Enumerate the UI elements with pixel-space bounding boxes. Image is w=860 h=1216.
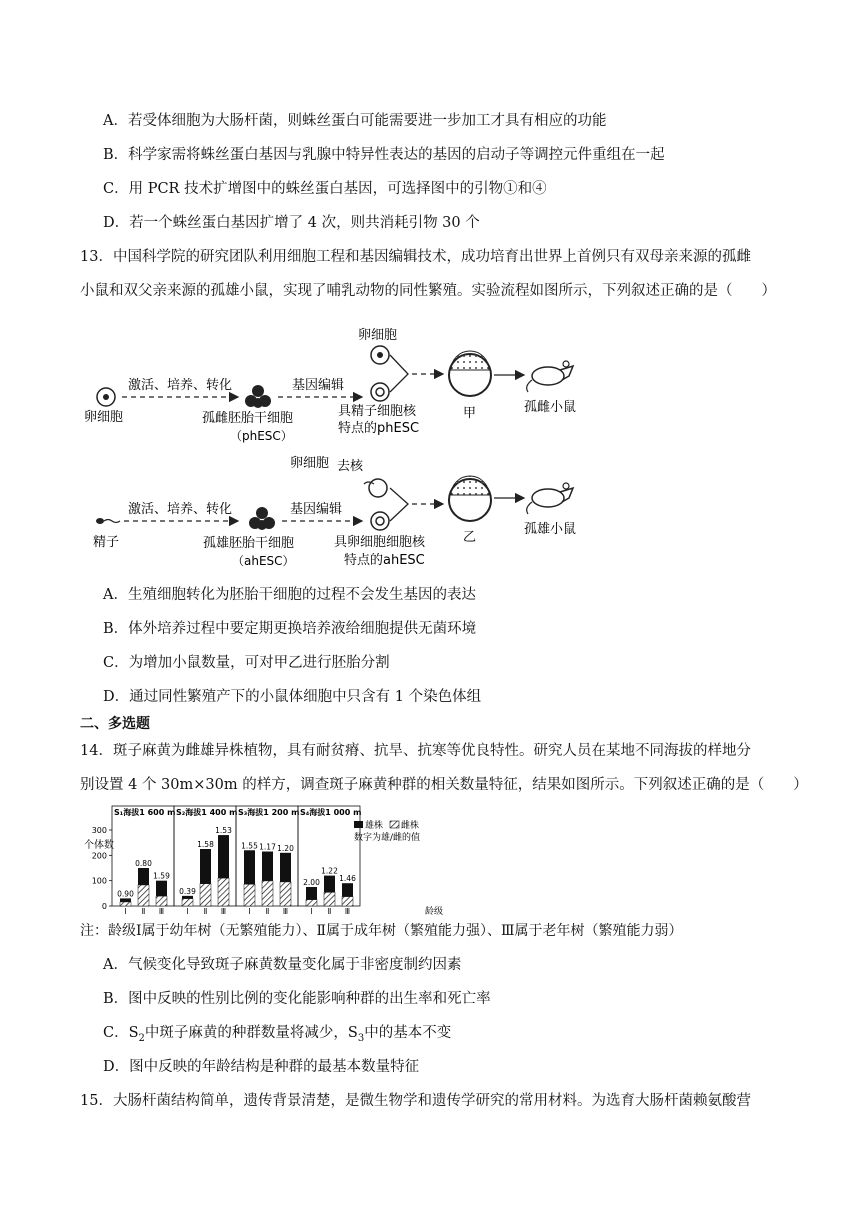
sperm-icon: [96, 518, 120, 524]
q13-stem-line2: 小鼠和双父亲来源的孤雄小鼠，实现了哺乳动物的同性繁殖。实验流程如图所示，下列叙述正确的是（ ）: [80, 283, 776, 299]
bottom-step1-label: 激活、培养、转化: [128, 502, 233, 517]
x-tick-label: Ⅰ: [248, 907, 251, 916]
q14-note: 注：龄级Ⅰ属于幼年树（无繁殖能力）、Ⅱ属于成年树（繁殖能力强）、Ⅲ属于老年树（繁殖能力弱）: [80, 923, 683, 939]
enucleated-egg-icon: [364, 479, 387, 497]
legend-note: 数字为雄/雌的值: [354, 833, 421, 843]
y-tick-label: 300: [91, 826, 107, 835]
bar-ratio-label: 1.58: [197, 840, 214, 849]
q14-stem-line1: 14．斑子麻黄为雌雄异株植物，具有耐贫瘠、抗旱、抗寒等优良特性。研究人员在某地不同海拔的样地分: [80, 743, 751, 759]
bottom-enucleate-label: 去核: [337, 459, 364, 474]
legend-female-label: 雌株: [401, 821, 420, 831]
option-c-middle: 中斑子麻黄的种群数量将减少，S: [144, 1025, 358, 1041]
panel-title: S₂海拔1 400 m: [176, 808, 238, 817]
x-tick-label: Ⅲ: [344, 907, 351, 916]
top-embryo-label: 甲: [463, 406, 477, 421]
bar-ratio-label: 0.80: [135, 859, 152, 868]
legend-swatch-female: [390, 821, 399, 828]
q13-stem-line1: 13．中国科学院的研究团队利用细胞工程和基因编辑技术，成功培育出世界上首例只有双母亲来源的孤雌: [80, 249, 751, 265]
bottom-stem-cell-label: 孤雄胚胎干细胞: [203, 536, 295, 551]
x-tick-label: Ⅱ: [141, 907, 146, 916]
bar-ratio-label: 1.22: [321, 866, 338, 876]
x-tick-label: Ⅰ: [186, 907, 189, 916]
q12-option-d: D．若一个蛛丝蛋白基因扩增了 4 次，则共消耗引物 30 个: [103, 215, 480, 231]
subscript: 2: [138, 1032, 145, 1044]
q12-option-c: C．用 PCR 技术扩增图中的蛛丝蛋白基因，可选择图中的引物①和④: [103, 181, 547, 197]
blastocyst-icon: [449, 476, 491, 521]
bar-ratio-label: 1.55: [241, 841, 258, 851]
q13-option-d: D．通过同性繁殖产下的小鼠体细胞中只含有 1 个染色体组: [103, 689, 482, 705]
bar-female: [138, 885, 149, 906]
bar-ratio-label: 1.53: [215, 826, 232, 836]
top-stem-cell-label: 孤雌胚胎干细胞: [202, 411, 294, 426]
top-result-label: 孤雌小鼠: [524, 400, 577, 415]
x-tick-label: Ⅱ: [327, 907, 332, 916]
x-tick-label: Ⅲ: [220, 907, 227, 916]
y-tick-label: 0: [101, 902, 107, 911]
bar-ratio-label: 1.59: [153, 871, 170, 881]
legend-swatch-male: [354, 821, 363, 828]
q14-stem-line2: 别设置 4 个 30m×30m 的样方，调查斑子麻黄种群的相关数量特征，结果如图所示。下列叙述正确的是（ ）: [80, 777, 808, 793]
diagram-top-row: [84, 328, 576, 443]
x-tick-label: Ⅲ: [158, 907, 165, 916]
q14-option-b: B．图中反映的性别比例的变化能影响种群的出生率和死亡率: [103, 991, 491, 1007]
bottom-start-label: 精子: [93, 535, 120, 550]
bar-female: [342, 897, 353, 906]
bottom-result-label: 孤雄小鼠: [524, 522, 577, 537]
chart-y-axis: [84, 838, 114, 851]
bar-female: [182, 899, 193, 906]
x-tick-label: Ⅱ: [265, 907, 270, 916]
q13-flow-diagram: [80, 318, 600, 578]
q14-option-d: D．图中反映的年龄结构是种群的最基本数量特征: [103, 1059, 420, 1075]
stem-cell-cluster-icon: [245, 385, 271, 408]
panel-title: S₁海拔1 600 m: [114, 808, 176, 817]
top-stem-cell-abbr: （phESC）: [230, 429, 293, 443]
q15-stem-line1: 15．大肠杆菌结构简单，遗传背景清楚，是微生物学和遗传学研究的常用材料。为选育大肠杆菌赖氨酸营: [80, 1093, 751, 1109]
top-egg-label: 卵细胞: [358, 328, 398, 343]
bar-ratio-label: 0.39: [179, 886, 196, 896]
top-step1-label: 激活、培养、转化: [128, 378, 233, 393]
y-axis-label: 个体数: [84, 840, 114, 851]
x-tick-label: Ⅲ: [282, 907, 289, 916]
chart-panel: [236, 806, 299, 916]
bar-female: [306, 900, 317, 906]
top-edited-line2: 特点的phESC: [338, 421, 420, 436]
stem-cell-cluster-icon: [249, 507, 275, 530]
q13-option-a: A．生殖细胞转化为胚胎干细胞的过程不会发生基因的表达: [103, 587, 476, 603]
x-tick-label: Ⅰ: [124, 907, 127, 916]
blastocyst-icon: [449, 351, 491, 396]
bar-ratio-label: 0.90: [117, 889, 134, 899]
x-axis-label: 龄级: [425, 907, 444, 916]
diagram-bottom-row: [93, 456, 576, 568]
chart-panel: [174, 806, 237, 916]
bottom-step2-label: 基因编辑: [290, 502, 343, 517]
option-c-suffix: 中的基本不变: [364, 1025, 452, 1041]
q14-option-c: [103, 1023, 451, 1049]
mouse-icon: [527, 361, 573, 392]
edited-cell-icon: [371, 383, 389, 401]
bar-female: [120, 902, 131, 906]
option-c-prefix: C．S: [103, 1025, 139, 1041]
edited-cell-icon: [371, 512, 389, 530]
bar-female: [218, 878, 229, 906]
subscript: 3: [357, 1032, 365, 1044]
top-step2-label: 基因编辑: [292, 378, 345, 393]
q12-option-a: A．若受体细胞为大肠杆菌，则蛛丝蛋白可能需要进一步加工才具有相应的功能: [103, 113, 607, 129]
x-tick-label: Ⅱ: [203, 907, 208, 916]
chart-panel: [298, 806, 361, 916]
bar-ratio-label: 1.46: [339, 874, 356, 884]
bar-female: [280, 882, 291, 906]
bar-ratio-label: 2.00: [303, 878, 320, 887]
top-start-label: 卵细胞: [84, 410, 124, 425]
bar-female: [324, 892, 335, 906]
bottom-edited-line2: 特点的ahESC: [344, 553, 425, 568]
chart-panel: [112, 806, 175, 916]
top-edited-line1: 具精子细胞核: [338, 404, 417, 419]
panel-title: S₄海拔1 000 m: [300, 808, 362, 817]
bar-female: [244, 884, 255, 906]
bar-ratio-label: 1.17: [259, 842, 276, 852]
section-heading: 二、多选题: [80, 716, 150, 732]
bottom-stem-cell-abbr: （ahESC）: [232, 554, 295, 568]
q13-option-b: B．体外培养过程中要定期更换培养液给细胞提供无菌环境: [103, 621, 477, 637]
q14-age-structure-chart: [80, 804, 450, 916]
bar-female: [262, 881, 273, 906]
bar-ratio-label: 1.20: [277, 843, 294, 853]
chart-legend: [354, 819, 420, 843]
bottom-embryo-label: 乙: [463, 530, 477, 545]
x-tick-label: Ⅰ: [310, 907, 313, 916]
bottom-egg-label: 卵细胞: [290, 456, 330, 471]
legend-male-label: 雄株: [365, 821, 384, 831]
panel-title: S₃海拔1 200 m: [238, 808, 300, 817]
y-tick-label: 100: [91, 876, 107, 886]
mouse-icon: [527, 483, 573, 514]
bottom-edited-line1: 具卵细胞细胞核: [334, 535, 426, 550]
y-tick-label: 200: [91, 851, 107, 861]
bar-female: [200, 884, 211, 906]
q12-option-b: B．科学家需将蛛丝蛋白基因与乳腺中特异性表达的基因的启动子等调控元件重组在一起: [103, 147, 665, 163]
bar-female: [156, 896, 167, 906]
q13-option-c: C．为增加小鼠数量，可对甲乙进行胚胎分割: [103, 655, 390, 671]
q14-option-a: A．气候变化导致斑子麻黄数量变化属于非密度制约因素: [103, 957, 462, 973]
